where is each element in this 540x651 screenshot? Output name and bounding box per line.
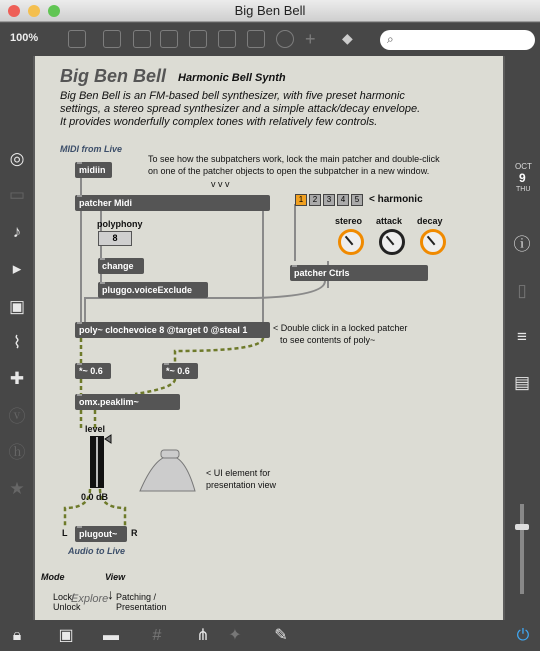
explore-text: Explore [71,593,109,605]
lock-icon[interactable]: 🔒︎ [12,627,22,644]
toolbar [0,23,540,56]
play-icon[interactable] [218,30,236,48]
info-icon[interactable]: ⓘ [513,235,531,254]
patching-text: Patching / [116,592,157,602]
message-icon[interactable] [133,30,151,48]
comment-icon[interactable] [103,30,121,48]
presentation-mode-icon[interactable]: ▬ [103,627,119,644]
level-meter-divider [96,437,98,487]
panel-title: Big Ben Bell [60,66,167,86]
multiply-left-object[interactable]: *~ 0.6 [75,363,111,379]
patcher-ctrls-object[interactable]: patcher Ctrls [290,265,428,281]
stereo-label: stereo [335,216,363,226]
patcher-canvas[interactable] [33,56,505,620]
unlock-text: Unlock [53,602,81,612]
multiply-right-object[interactable]: *~ 0.6 [162,363,198,379]
mode-label: Mode [41,572,65,582]
midi-from-live-label: MIDI from Live [60,144,123,154]
clip-icon[interactable]: ▸ [12,259,22,278]
book-icon[interactable]: ▯ [517,281,527,300]
open-book-icon[interactable]: ▤ [513,373,531,392]
title-bar [0,0,540,22]
volume-slider-handle[interactable] [515,524,529,530]
button-icon[interactable] [189,30,207,48]
list-icon[interactable]: ≡ [517,327,527,346]
polyphony-label: polyphony [97,219,143,229]
v-circle-icon[interactable]: ⓥ [8,407,26,426]
wrench-icon[interactable]: ✎ [274,627,288,644]
description-line-3: It provides wonderfully complex tones with relatively few controls. [60,116,378,128]
poly-hint-line-1: < Double click in a locked patcher [273,323,408,333]
window-title: Big Ben Bell [234,3,306,18]
window-stack-icon[interactable]: ▣ [58,627,74,644]
subpatcher-hint-line-2: on one of the patcher objects to open the subpatcher in a new window. [148,166,430,176]
search-icon: ⌕ [387,32,394,46]
lock-text: Lock/ [53,592,75,602]
peaklim-object[interactable]: omx.peaklim~ [75,394,180,410]
plug-icon[interactable]: ✚ [9,369,25,388]
harmonic-button-2[interactable]: 2 [309,194,321,206]
plus-icon[interactable]: + [305,29,316,49]
music-note-icon[interactable]: ♪ [12,222,22,241]
down-arrow-icon: ↓ [107,586,114,602]
poly-object[interactable]: poly~ clochevoice 8 @target 0 @steal 1 [75,322,270,338]
left-sidebar [0,56,33,620]
slider-icon[interactable] [247,30,265,48]
power-icon[interactable]: ⏻ [516,627,530,644]
plugout-object[interactable]: plugout~ [75,526,127,542]
zoom-button[interactable] [48,5,60,17]
zoom-level[interactable]: 100% [10,32,39,44]
patcher-midi-object[interactable]: patcher Midi [75,195,270,211]
view-label: View [105,572,126,582]
attack-label: attack [376,216,403,226]
harmonic-button-1[interactable]: 1 [295,194,307,206]
harmonic-label: < harmonic [369,194,423,205]
left-channel-label: L [62,528,68,538]
right-sidebar [505,56,540,620]
presentation-icon[interactable] [68,30,86,48]
subpatcher-hint-line-1: To see how the subpatchers work, lock the main patcher and double-click [148,154,440,164]
poly-hint-line-2: to see contents of poly~ [280,335,376,345]
attack-dial[interactable] [379,229,405,255]
change-object[interactable]: change [98,258,144,274]
image-icon[interactable]: ▣ [8,297,26,316]
toggle-icon[interactable] [160,30,178,48]
description-line-2: settings, a stereo spread synthesizer and a simple attack/decay envelope. [60,103,421,115]
arrows-label: v v v [211,179,230,189]
midiin-object[interactable]: midiin [75,162,112,178]
presentation-panel [35,56,503,620]
calendar-day: 9 [519,171,526,185]
right-channel-label: R [131,528,138,538]
panel-subtitle: Harmonic Bell Synth [178,72,286,84]
volume-slider[interactable] [520,504,524,594]
description-line-1: Big Ben Bell is an FM-based bell synthesizer, with five preset harmonic [60,90,405,102]
close-button[interactable] [8,5,20,17]
db-readout: 0.0 dB [81,492,109,502]
ui-hint-line-1: < UI element for [206,468,271,478]
calendar-month: OCT [515,162,532,171]
harmonic-button-5[interactable]: 5 [351,194,363,206]
debug-icon[interactable]: ✦ [228,627,242,644]
polyphony-number-box[interactable]: 8 [98,231,132,246]
voice-exclude-object[interactable]: pluggo.voiceExclude [98,282,208,298]
device-icon[interactable]: ▭ [8,185,26,204]
minimize-button[interactable] [28,5,40,17]
h-circle-icon[interactable]: ⓗ [8,443,26,462]
search-input[interactable] [380,30,535,50]
decay-label: decay [417,216,443,226]
ui-hint-line-2: presentation view [206,480,277,490]
target-icon[interactable]: ◎ [9,149,25,168]
star-icon[interactable]: ★ [9,479,25,498]
level-label: level [85,424,106,434]
decay-dial[interactable] [420,229,446,255]
paint-bucket-icon[interactable]: ◆ [342,30,353,46]
calendar-weekday: THU [516,186,531,193]
harmonic-button-3[interactable]: 3 [323,194,335,206]
stereo-dial[interactable] [338,229,364,255]
bottom-toolbar [0,620,540,651]
audio-to-live-label: Audio to Live [68,546,125,556]
hierarchy-icon[interactable]: ⋔ [196,627,210,644]
presentation-text: Presentation [116,602,167,612]
harmonic-button-4[interactable]: 4 [337,194,349,206]
grid-icon[interactable]: # [152,627,162,644]
paperclip-icon[interactable]: ⌇ [12,333,22,352]
dial-icon[interactable] [276,30,294,48]
